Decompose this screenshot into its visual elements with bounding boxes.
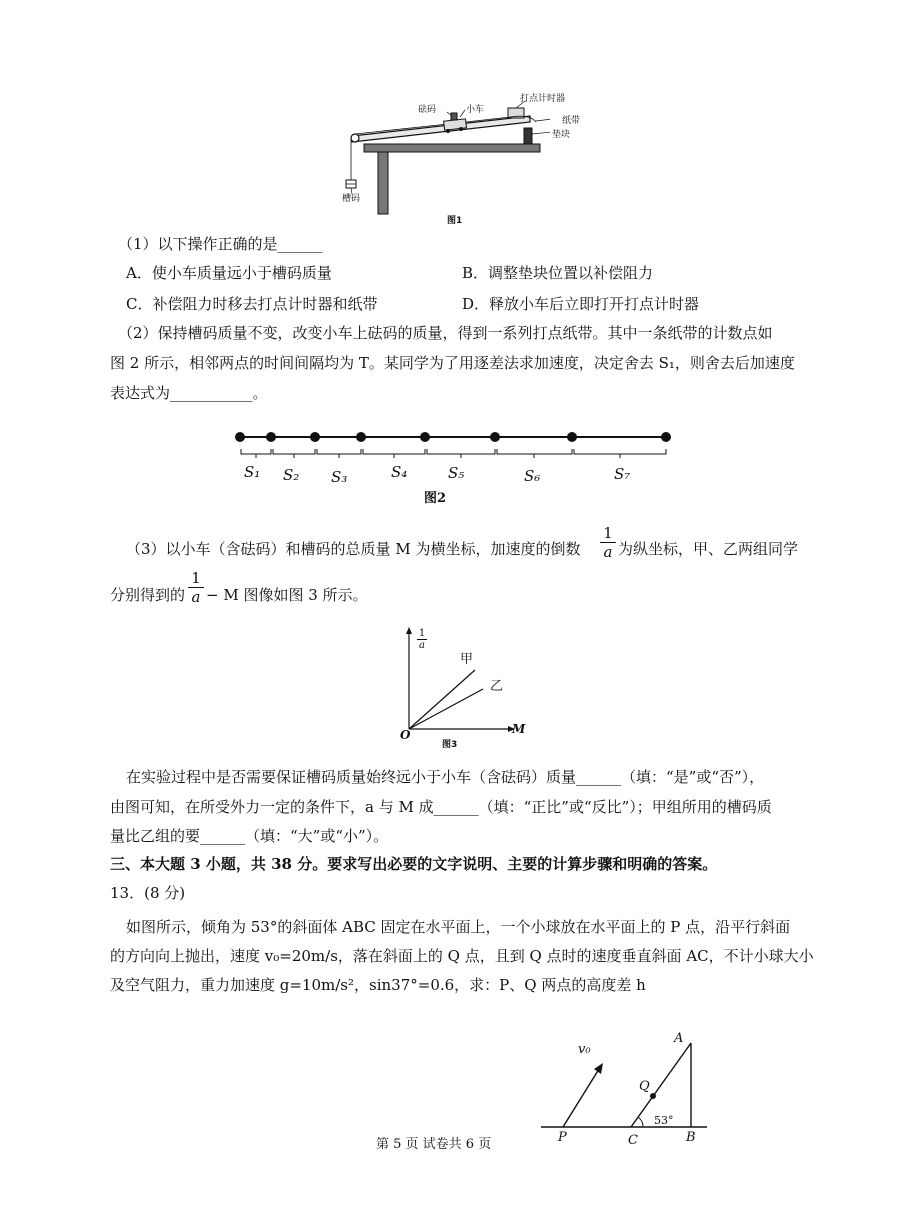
series-jia-line <box>409 670 475 729</box>
q1-option-c: C．补偿阻力时移去打点计时器和纸带 <box>126 295 378 313</box>
page-footer: 第 5 页 试卷共 6 页 <box>376 1137 492 1152</box>
tape-dot <box>266 432 276 442</box>
fraction-denominator: a <box>188 587 204 606</box>
tape-dot <box>356 432 366 442</box>
angle-label: 53° <box>654 1114 674 1127</box>
tape-dot <box>310 432 320 442</box>
figure-1-caption: 图1 <box>447 216 463 226</box>
tape-dot <box>490 432 500 442</box>
tape-dot <box>235 432 245 442</box>
q13-line-3: 及空气阻力，重力加速度 g=10m/s²，sin37°=0.6，求：P、Q 两点的高度差 h <box>110 976 646 994</box>
label-tape: 纸带 <box>562 116 581 126</box>
label-timer: 打点计时器 <box>520 94 566 104</box>
y-axis-label: 1 a <box>418 628 426 651</box>
q3b-line-1: 在实验过程中是否需要保证槽码质量始终远小于小车（含砝码）质量______（填：“是”或“否”）， <box>126 768 765 786</box>
figure-1 <box>330 88 550 228</box>
tape-dot <box>420 432 430 442</box>
series-yi-line <box>409 689 483 729</box>
q3-fraction-2 <box>188 569 204 606</box>
apparatus-diagram <box>330 88 550 228</box>
segment-label-5: S₅ <box>448 464 465 482</box>
point-a-label: A <box>674 1031 684 1046</box>
figure-2-caption: 图2 <box>424 491 447 506</box>
q3-line-1b: 为纵坐标，甲、乙两组同学 <box>618 540 799 558</box>
q13-line-1: 如图所示，倾角为 53°的斜面体 ABC 固定在水平面上，一个小球放在水平面上的 P 点，沿平行斜面 <box>126 918 791 936</box>
q3b-line-2: 由图可知，在所受外力一定的条件下，a 与 M 成______（填：“正比”或“反比”）；甲组所用的槽码质 <box>110 798 772 816</box>
fraction-numerator: 1 <box>603 524 613 542</box>
origin-label: O <box>400 728 411 742</box>
segment-label-1: S₁ <box>244 463 261 481</box>
v0-label: v₀ <box>578 1042 591 1057</box>
q2-line-3: 表达式为___________。 <box>110 384 268 402</box>
q13-line-2: 的方向向上抛出，速度 v₀=20m/s，落在斜面上的 Q 点，且到 Q 点时的速度垂直斜面 AC，不计小球大小 <box>110 947 814 965</box>
q3-line-2b: − M 图像如图 3 所示。 <box>206 586 368 604</box>
label-hook-weight: 槽码 <box>342 194 361 204</box>
label-block: 垫块 <box>552 130 571 140</box>
point-b-label: B <box>686 1130 696 1145</box>
segment-label-7: S₇ <box>614 465 631 483</box>
point-c-label: C <box>628 1133 638 1148</box>
q1-option-b: B．调整垫块位置以补偿阻力 <box>462 264 654 282</box>
segment-label-3: S₃ <box>331 468 348 486</box>
q1-option-a: A．使小车质量远小于槽码质量 <box>126 264 332 282</box>
point-q <box>650 1093 656 1099</box>
point-q-label: Q <box>639 1079 650 1094</box>
incline-diagram <box>535 1025 715 1145</box>
q3-line-2a: 分别得到的 <box>110 586 186 604</box>
q3-fraction-1 <box>600 524 616 561</box>
q13-number: 13．(8 分) <box>110 884 186 902</box>
tape-dot <box>661 432 671 442</box>
series-yi-label: 乙 <box>490 679 504 694</box>
point-p-label: P <box>558 1130 567 1145</box>
figure-4 <box>535 1025 715 1145</box>
label-weight: 砝码 <box>418 105 437 115</box>
q3-line-1a: （3）以小车（含砝码）和槽码的总质量 M 为横坐标，加速度的倒数 <box>126 540 581 558</box>
q2-line-2: 图 2 所示，相邻两点的时间间隔均为 T。某同学为了用逐差法求加速度，决定舍去 S₁，则舍去后加速度 <box>110 354 795 372</box>
segment-label-4: S₄ <box>391 463 408 481</box>
label-cart: 小车 <box>466 105 485 115</box>
section-3-heading: 三、本大题 3 小题，共 38 分。要求写出必要的文字说明、主要的计算步骤和明确的答案。 <box>110 855 718 873</box>
x-axis-label: M <box>512 722 526 736</box>
v0-arrow <box>563 1069 599 1127</box>
figure-3-caption: 图3 <box>442 740 458 750</box>
series-jia-label: 甲 <box>460 652 474 667</box>
tape-dot <box>567 432 577 442</box>
q1-prompt: （1）以下操作正确的是______ <box>118 235 323 253</box>
q2-line-1: （2）保持槽码质量不变，改变小车上砝码的质量，得到一系列打点纸带。其中一条纸带的计数点如 <box>118 324 773 342</box>
segment-label-6: S₆ <box>524 467 541 485</box>
segment-label-2: S₂ <box>283 466 300 484</box>
fraction-numerator: 1 <box>191 569 201 587</box>
q1-option-d: D．释放小车后立即打开打点计时器 <box>462 295 700 313</box>
fraction-denominator: a <box>600 542 616 561</box>
q3b-line-3: 量比乙组的要______（填：“大”或“小”）。 <box>110 827 389 845</box>
